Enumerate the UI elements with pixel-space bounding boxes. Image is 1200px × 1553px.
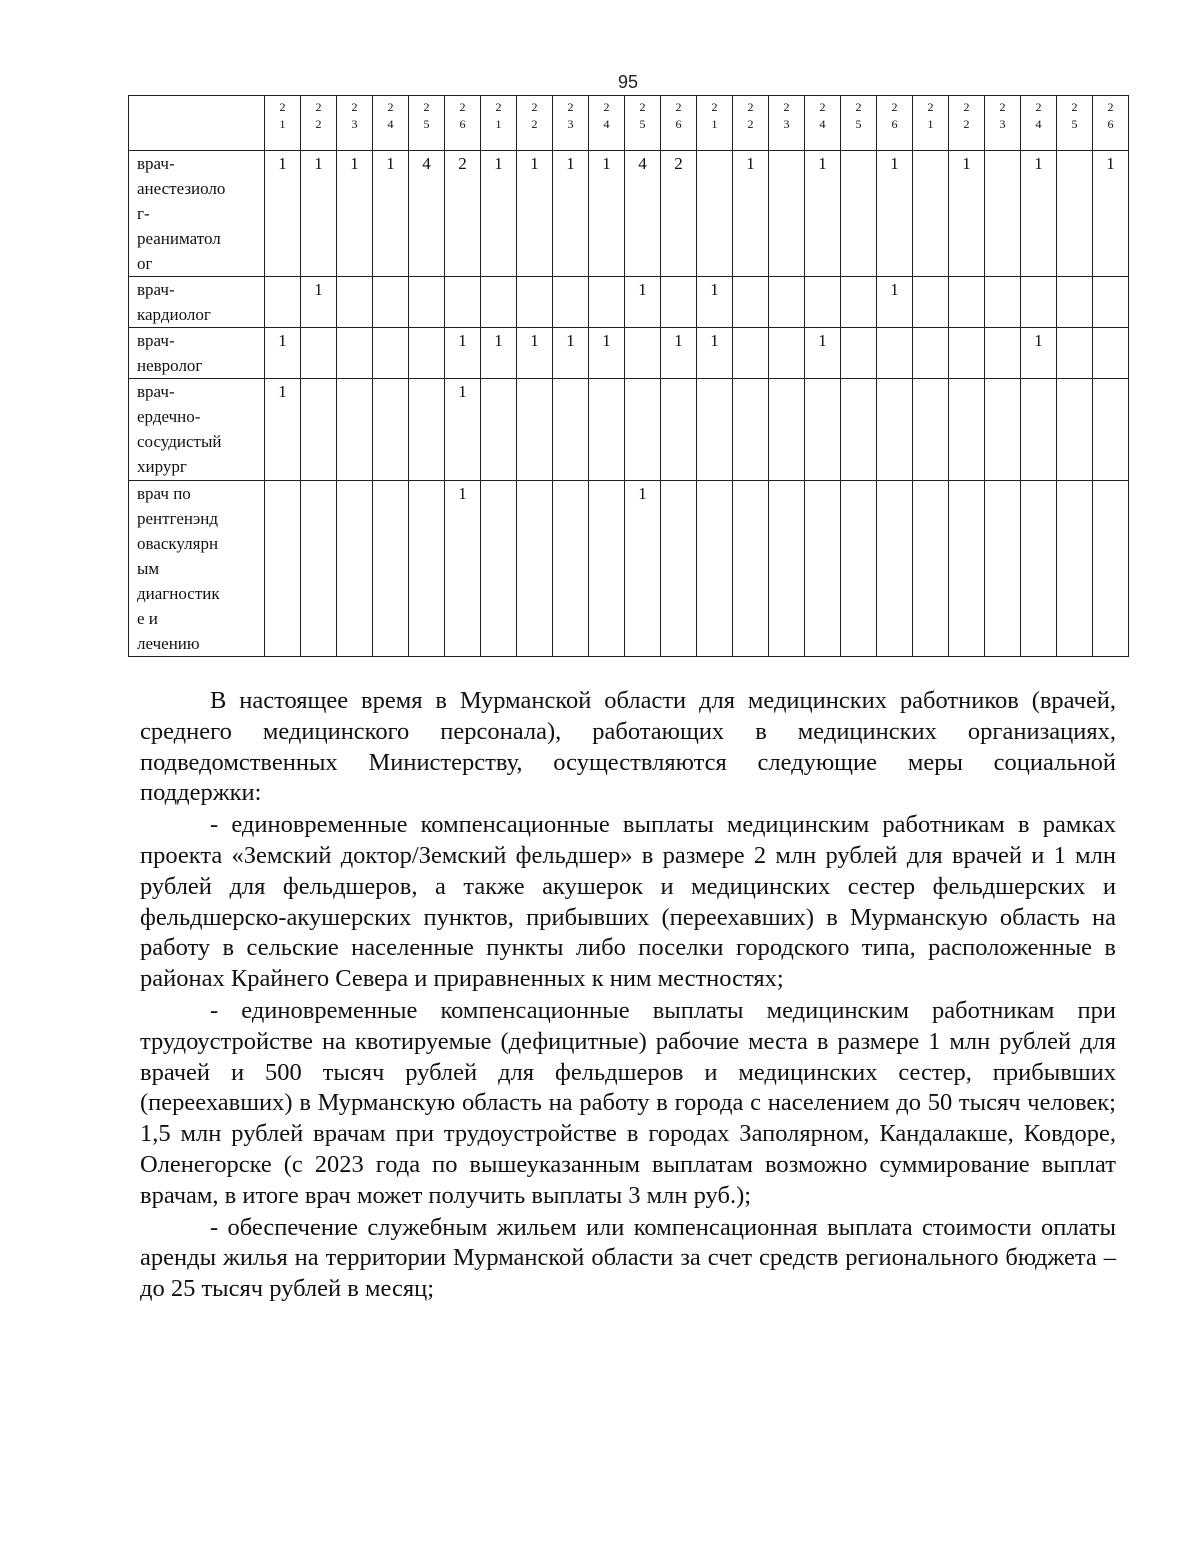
table-cell: 1 <box>805 151 841 277</box>
column-header: 2 3 <box>337 96 373 151</box>
column-header: 2 1 <box>913 96 949 151</box>
table-cell <box>553 379 589 481</box>
column-header: 2 2 <box>949 96 985 151</box>
table-cell <box>589 379 625 481</box>
table-cell <box>733 277 769 328</box>
table-cell <box>877 481 913 657</box>
table-cell <box>337 277 373 328</box>
table-cell: 1 <box>661 328 697 379</box>
row-label: врач- анестезиоло г- реаниматол ог <box>129 151 265 277</box>
table-cell <box>625 379 661 481</box>
table-cell: 4 <box>625 151 661 277</box>
table-cell <box>841 151 877 277</box>
table-cell <box>481 379 517 481</box>
table-row <box>129 328 1129 379</box>
table-cell: 1 <box>265 328 301 379</box>
table-cell: 1 <box>949 151 985 277</box>
column-header: 2 3 <box>553 96 589 151</box>
table-cell: 1 <box>697 328 733 379</box>
table-cell <box>1057 277 1093 328</box>
table-cell <box>805 379 841 481</box>
table-corner-cell <box>129 96 265 151</box>
table-cell <box>1057 328 1093 379</box>
table-cell: 2 <box>661 151 697 277</box>
table-cell: 1 <box>625 277 661 328</box>
table-cell <box>553 481 589 657</box>
table-cell: 1 <box>445 379 481 481</box>
table-cell <box>769 379 805 481</box>
table-cell <box>265 277 301 328</box>
column-header: 2 5 <box>409 96 445 151</box>
table-cell <box>985 151 1021 277</box>
table-cell: 1 <box>265 379 301 481</box>
table-cell <box>553 277 589 328</box>
table-cell <box>985 328 1021 379</box>
column-header: 2 5 <box>1057 96 1093 151</box>
table-cell: 1 <box>877 277 913 328</box>
table-cell: 1 <box>481 328 517 379</box>
column-header: 2 6 <box>1093 96 1129 151</box>
table-cell: 1 <box>877 151 913 277</box>
column-header: 2 2 <box>301 96 337 151</box>
row-label: врач- ердечно- сосудистый хирург <box>129 379 265 481</box>
column-header: 2 5 <box>625 96 661 151</box>
table-cell <box>661 277 697 328</box>
table-cell <box>481 277 517 328</box>
table-cell <box>769 328 805 379</box>
table-cell: 1 <box>1021 328 1057 379</box>
table-cell <box>337 379 373 481</box>
table-cell <box>1057 481 1093 657</box>
column-header: 2 6 <box>445 96 481 151</box>
column-header: 2 1 <box>697 96 733 151</box>
table-cell: 1 <box>481 151 517 277</box>
body-text <box>140 686 1116 1306</box>
row-label: врач- невролог <box>129 328 265 379</box>
table-cell <box>301 481 337 657</box>
column-header: 2 5 <box>841 96 877 151</box>
table-cell <box>913 277 949 328</box>
column-header: 2 3 <box>985 96 1021 151</box>
table-cell <box>1093 277 1129 328</box>
table-cell <box>1093 379 1129 481</box>
table-cell: 1 <box>733 151 769 277</box>
table-cell <box>1057 151 1093 277</box>
table-cell <box>913 379 949 481</box>
table-cell <box>517 481 553 657</box>
table-cell <box>1057 379 1093 481</box>
table-cell: 1 <box>301 277 337 328</box>
table-cell <box>769 151 805 277</box>
column-header: 2 4 <box>589 96 625 151</box>
table-cell: 1 <box>1093 151 1129 277</box>
table-cell: 1 <box>625 481 661 657</box>
table-cell <box>841 277 877 328</box>
table-cell <box>733 328 769 379</box>
table-cell <box>913 481 949 657</box>
table-cell <box>481 481 517 657</box>
table-cell <box>1021 379 1057 481</box>
table-cell <box>733 481 769 657</box>
table-cell <box>373 328 409 379</box>
table-cell: 1 <box>553 328 589 379</box>
staffing-table <box>128 95 1129 657</box>
table-cell <box>697 151 733 277</box>
table-cell: 1 <box>697 277 733 328</box>
table-cell <box>949 481 985 657</box>
table-row <box>129 379 1129 481</box>
table-cell <box>913 151 949 277</box>
table-cell <box>373 277 409 328</box>
table-cell: 1 <box>517 151 553 277</box>
column-header: 2 6 <box>877 96 913 151</box>
table-cell <box>517 277 553 328</box>
table-cell <box>625 328 661 379</box>
table-cell <box>769 277 805 328</box>
table-cell <box>949 328 985 379</box>
column-header: 2 2 <box>517 96 553 151</box>
table-cell <box>949 379 985 481</box>
table-row <box>129 481 1129 657</box>
page-number: 95 <box>617 72 639 92</box>
paragraph-housing: - обеспечение служебным жильем или компенсационная выплата стоимости оплаты аренды жилья на территории Мурманской области за счет средств регионального бюджета – до 25 тысяч рублей в месяц; <box>140 1213 1116 1303</box>
table-cell <box>985 379 1021 481</box>
table-cell: 1 <box>373 151 409 277</box>
row-label: врач- кардиолог <box>129 277 265 328</box>
table-cell <box>337 328 373 379</box>
table-cell <box>913 328 949 379</box>
table-cell <box>841 379 877 481</box>
table-cell <box>517 379 553 481</box>
table-cell <box>697 481 733 657</box>
table-cell <box>373 379 409 481</box>
table-header-row <box>129 96 1129 151</box>
table-cell <box>841 481 877 657</box>
table-cell: 1 <box>445 328 481 379</box>
paragraph-intro: В настоящее время в Мурманской области для медицинских работников (врачей, среднего медицинского персонала), работающих в медицинских организациях, подведомственных Министерству, осуществляются следующие меры социальной поддержки: <box>140 687 1116 807</box>
table-cell: 1 <box>517 328 553 379</box>
table-cell <box>1093 481 1129 657</box>
table-cell <box>661 379 697 481</box>
table-row <box>129 277 1129 328</box>
table-row <box>129 151 1129 277</box>
table-cell <box>697 379 733 481</box>
table-cell: 1 <box>445 481 481 657</box>
table-cell: 1 <box>589 151 625 277</box>
table-cell <box>949 277 985 328</box>
table-cell: 1 <box>589 328 625 379</box>
table-cell <box>1021 481 1057 657</box>
table-cell <box>589 277 625 328</box>
column-header: 2 1 <box>481 96 517 151</box>
table-cell <box>337 481 373 657</box>
paragraph-zemsky-payments: - единовременные компенсационные выплаты медицинским работникам в рамках проекта «Земский доктор/Земский фельдшер» в размере 2 млн рублей для врачей и 1 млн рублей для фельдшеров, а также акушерок и медицинских сестер фельдшерских и фельдшерско-акушерских пунктов, прибывших (переехавших) в Мурманскую область на работу в сельские населенные пункты либо поселки городского типа, расположенные в районах Крайнего Севера и приравненных к ним местностях; <box>140 811 1116 993</box>
table-cell: 2 <box>445 151 481 277</box>
row-label: врач по рентгенэнд оваскулярн ым диагностик е и лечению <box>129 481 265 657</box>
table-cell <box>445 277 481 328</box>
table-cell: 1 <box>553 151 589 277</box>
table-cell <box>301 379 337 481</box>
table-cell <box>985 481 1021 657</box>
table-cell <box>409 481 445 657</box>
table-cell: 4 <box>409 151 445 277</box>
table-cell: 1 <box>301 151 337 277</box>
table-cell <box>841 328 877 379</box>
table-cell <box>1021 277 1057 328</box>
table-cell <box>409 277 445 328</box>
table-cell <box>301 328 337 379</box>
column-header: 2 2 <box>733 96 769 151</box>
column-header: 2 6 <box>661 96 697 151</box>
column-header: 2 3 <box>769 96 805 151</box>
table-cell <box>733 379 769 481</box>
table-cell <box>805 481 841 657</box>
table-cell: 1 <box>805 328 841 379</box>
table-cell <box>265 481 301 657</box>
table-cell <box>1093 328 1129 379</box>
table-cell <box>373 481 409 657</box>
table-cell <box>409 379 445 481</box>
table-cell: 1 <box>1021 151 1057 277</box>
table-cell <box>877 379 913 481</box>
table-cell: 1 <box>265 151 301 277</box>
column-header: 2 1 <box>265 96 301 151</box>
table-cell <box>769 481 805 657</box>
table-cell <box>877 328 913 379</box>
table-cell <box>409 328 445 379</box>
paragraph-quota-payments: - единовременные компенсационные выплаты медицинским работникам при трудоустройстве на квотируемые (дефицитные) рабочие места в размере 1 млн рублей для врачей и 500 тысяч рублей для фельдшеров и медицинских сестер, прибывших (переехавших) в Мурманскую область на работу в города с населением до 50 тысяч человек; 1,5 млн рублей врачам при трудоустройстве в городах Заполярном, Кандалакше, Ковдоре, Оленегорске (с 2023 года по вышеуказанным выплатам возможно суммирование выплат врачам, в итоге врач может получить выплаты 3 млн руб.); <box>140 996 1116 1209</box>
table-cell <box>589 481 625 657</box>
column-header: 2 4 <box>1021 96 1057 151</box>
column-header: 2 4 <box>373 96 409 151</box>
column-header: 2 4 <box>805 96 841 151</box>
table-cell <box>985 277 1021 328</box>
table-cell <box>805 277 841 328</box>
table-cell <box>661 481 697 657</box>
table-cell: 1 <box>337 151 373 277</box>
